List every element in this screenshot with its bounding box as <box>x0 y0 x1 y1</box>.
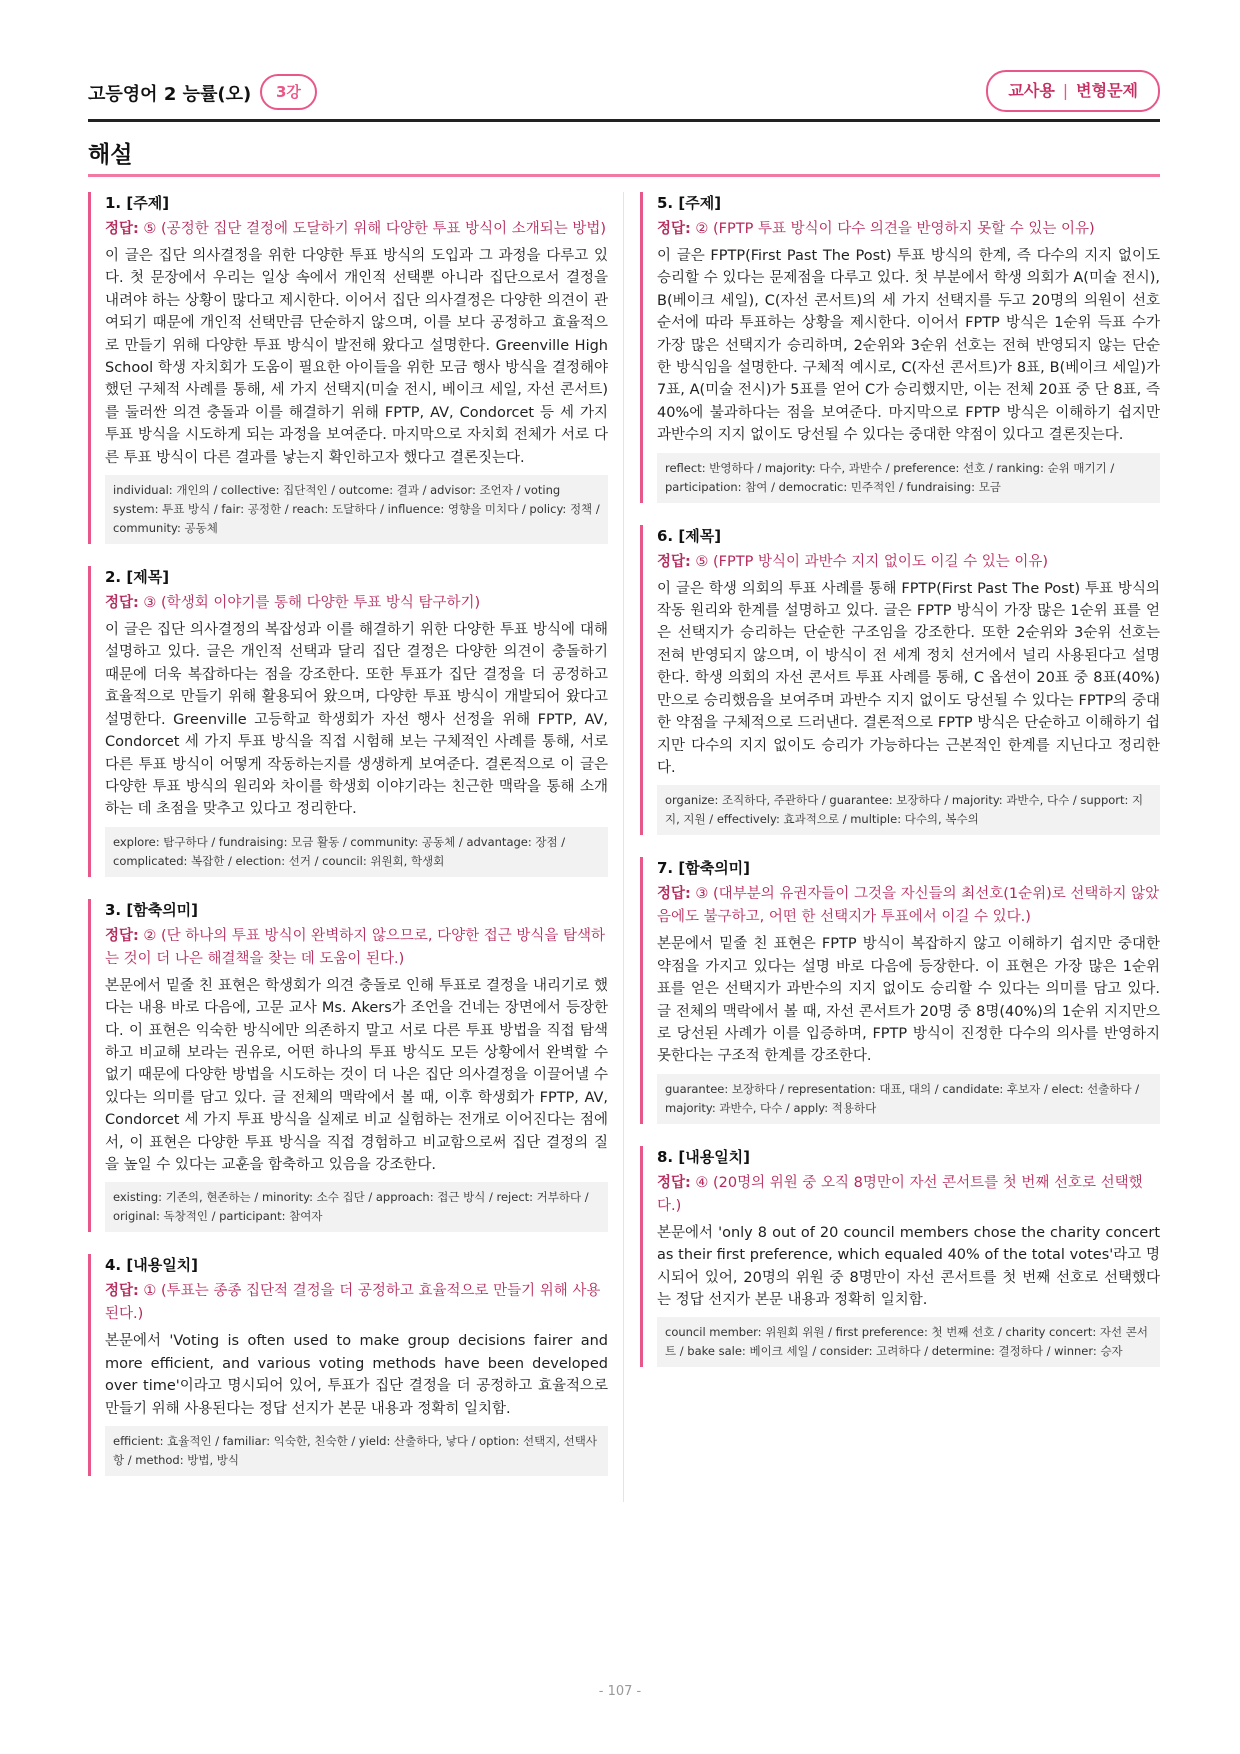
book-title: 고등영어 2 능률(오) <box>88 84 252 105</box>
explanation-text: 본문에서 밑줄 친 표현은 FPTP 방식이 복잡하지 않고 이해하기 쉽지만 중대한 약점을 가지고 있다는 설명 바로 다음에 등장한다. 이 표현은 가장 많은 1순위 표를 얻은 선택지가 과반수의 지지 없이도 승리할 수 있다는 의미를 담고 있다. 글 전체의 맥락에서 볼 때, 자선 콘서트가 20명 중 8명(40%)의 1순위 지지만으로 당선된 사례가 이를 입증하며, FPTP 방식이 진정한 다수의 의사를 반영하지 못한다는 구조적 한계를 강조한다. <box>657 936 1160 1065</box>
lesson-badge: 3강 <box>260 74 317 110</box>
type-badge <box>986 70 1160 112</box>
vocab-box: reflect: 반영하다 / majority: 다수, 과반수 / preference: 선호 / ranking: 순위 매기기 / participation: 참여 / democratic: 민주적인 / fundraising: 모금 <box>657 453 1160 503</box>
vocab-box: existing: 기존의, 현존하는 / minority: 소수 집단 / approach: 접근 방식 / reject: 거부하다 / original: 독창적인 / participant: 참여자 <box>105 1182 608 1232</box>
vocab-box: organize: 조직하다, 주관하다 / guarantee: 보장하다 / majority: 과반수, 다수 / support: 지지, 지원 / effectively: 효과적으로 / multiple: 다수의, 복수의 <box>657 785 1160 835</box>
answer-line <box>657 218 1160 241</box>
answer-label: 정답: <box>657 221 691 237</box>
explanation-text: 이 글은 집단 의사결정을 위한 다양한 투표 방식의 도입과 그 과정을 다루고 있다. 첫 문장에서 우리는 일상 속에서 개인적 선택뿐 아니라 집단으로서 결정을 내려야 하는 상황이 많다고 제시한다. 이어서 집단 의사결정은 다양한 의견이 관여되기 때문에 개인적 선택만큼 단순하지 않으며, 이를 보다 공정하고 효율적으로 만들기 위해 다양한 투표 방식이 발전해 왔다고 설명한다. Greenville High School 학생 자치회가 도움이 필요한 아이들을 위한 모금 행사 방식을 결정해야 했던 구체적 사례를 통해, 세 가지 선택지(미술 전시, 베이크 세일, 자선 콘서트)를 둘러싼 의견 충돌과 이를 해결하기 위해 FPTP, AV, Condorcet 등 세 가지 투표 방식을 시도하게 되는 과정을 보여준다. 마지막으로 자치회 전체가 서로 다른 투표 방식이 다른 결과를 낳는지 확인하고자 했다고 결론짓는다. <box>105 248 608 466</box>
vocab-box: explore: 탐구하다 / fundraising: 모금 활동 / community: 공동체 / advantage: 장점 / complicated: 복잡한 / election: 선거 / council: 위원회, 학생회 <box>105 827 608 877</box>
question-block <box>88 566 608 877</box>
question-block <box>640 525 1160 836</box>
answer-line <box>105 925 608 971</box>
page-number: - 107 - <box>598 1684 642 1699</box>
vocab-box: efficient: 효율적인 / familiar: 익숙한, 친숙한 / yield: 산출하다, 낳다 / option: 선택지, 선택사항 / method: 방법, 방식 <box>105 1426 608 1476</box>
question-title: 8. [내용일치] <box>657 1147 751 1166</box>
answer-text: ② (단 하나의 투표 방식이 완벽하지 않으므로, 다양한 접근 방식을 탐색하는 것이 더 나은 해결책을 찾는 데 도움이 된다.) <box>105 927 605 967</box>
answer-text: ⑤ (공정한 집단 결정에 도달하기 위해 다양한 투표 방식이 소개되는 방법) <box>143 221 607 237</box>
question-title: 5. [주제] <box>657 194 722 212</box>
answer-label: 정답: <box>657 886 691 903</box>
answer-line <box>657 883 1160 929</box>
explanation-text: 이 글은 학생 의회의 투표 사례를 통해 FPTP(First Past The Post) 투표 방식의 작동 원리와 한계를 설명하고 있다. 글은 FPTP 방식이 가장 많은 1순위 표를 얻은 선택지가 승리하는 단순한 구조임을 강조한다. 또한 2순위와 3순위 선호는 전혀 반영되지 않으며, 이 방식이 전 세계 정치 선거에서 널리 사용된다고 설명한다. 학생 의회의 자선 콘서트 투표 사례를 통해, C 옵션이 20표 중 8표(40%)만으로 승리했음을 보여주며 과반수 지지 없이도 당선될 수 있다는 FPTP의 중대한 약점을 구체적으로 드러낸다. 결론적으로 FPTP 방식은 단순하고 이해하기 쉽지만 다수의 지지 없이도 승리가 가능하다는 근본적인 한계를 지닌다고 정리한다. <box>657 580 1160 776</box>
answer-label: 정답: <box>657 553 691 570</box>
answer-text: ⑤ (FPTP 방식이 과반수 지지 없이도 이길 수 있는 이유) <box>695 553 1049 570</box>
answer-text: ① (투표는 종종 집단적 결정을 더 공정하고 효율적으로 만들기 위해 사용된다.) <box>105 1283 601 1323</box>
question-title: 7. [함축의미] <box>657 859 751 878</box>
question-title: 2. [제목] <box>105 568 170 587</box>
answer-text: ③ (대부분의 유권자들이 그것을 자신들의 최선호(1순위)로 선택하지 않았음에도 불구하고, 어떤 한 선택지가 투표에서 이길 수 있다.) <box>657 886 1160 926</box>
explanation-text: 본문에서 'Voting is often used to make group decisions fairer and more efficient, and various voting methods have been developed over time'이라고 명시되어 있어, 투표가 집단 결정을 더 공정하고 효율적으로 만들기 위해 사용된다는 정답 선지가 본문 내용과 정확히 일치함. <box>105 1333 608 1417</box>
header-rule <box>88 119 1160 122</box>
badge-separator: | <box>1062 81 1069 100</box>
answer-line <box>657 1172 1160 1218</box>
section-rule <box>88 174 1160 177</box>
vocab-box: individual: 개인의 / collective: 집단적인 / outcome: 결과 / advisor: 조언자 / voting system: 투표 방식 / fair: 공정한 / reach: 도달하다 / influence: 영향을 미치다 / policy: 정책 / community: 공동체 <box>105 475 608 544</box>
answer-line <box>105 1280 608 1326</box>
question-block <box>640 857 1160 1123</box>
section-title: 해설 <box>88 142 133 168</box>
answer-line <box>657 551 1160 574</box>
vocab-box: guarantee: 보장하다 / representation: 대표, 대의 / candidate: 후보자 / elect: 선출하다 / majority: 과반수, 다수 / apply: 적용하다 <box>657 1074 1160 1124</box>
question-title: 1. [주제] <box>105 194 170 212</box>
explanation-text: 이 글은 집단 의사결정의 복잡성과 이를 해결하기 위한 다양한 투표 방식에 대해 설명하고 있다. 글은 개인적 선택과 달리 집단 결정은 다양한 의견이 충돌하기 때문에 더욱 복잡하다는 점을 강조한다. 또한 투표가 집단 결정을 더 공정하고 효율적으로 만들기 위해 활용되어 왔으며, 다양한 투표 방식이 개발되어 왔다고 설명한다. Greenville 고등학교 학생회가 자선 행사 선정을 위해 FPTP, AV, Condorcet 세 가지 투표 방식을 직접 시험해 보는 구체적인 사례를 통해, 서로 다른 투표 방식이 어떻게 작동하는지를 생생하게 보여준다. 결론적으로 이 글은 다양한 투표 방식의 원리와 차이를 학생회 이야기라는 친근한 맥락을 통해 소개하는 데 초점을 맞추고 있다고 정리한다. <box>105 622 608 818</box>
explanation-text: 본문에서 'only 8 out of 20 council members chose the charity concert as their first preference, which equaled 40% of the total votes'라고 명시되어 있어, 20명의 위원 중 8명만이 자선 콘서트를 첫 번째 선호로 선택했다는 정답 선지가 본문 내용과 정확히 일치함. <box>657 1224 1160 1308</box>
answer-label: 정답: <box>105 221 139 237</box>
audience-label: 교사용 <box>1008 81 1055 100</box>
answer-line <box>105 218 608 241</box>
explanation-text: 이 글은 FPTP(First Past The Post) 투표 방식의 한계, 즉 다수의 지지 없이도 승리할 수 있다는 문제점을 다루고 있다. 첫 부분에서 학생 의회가 A(미술 전시), B(베이크 세일), C(자선 콘서트)의 세 가지 선택지를 두고 20명의 의원이 선호 순서에 따라 투표하는 상황을 제시한다. 이어서 FPTP 방식은 1순위 득표 수가 가장 많은 선택지가 승리하며, 2순위와 3순위 선호는 전혀 반영되지 않는 단순한 방식임을 설명한다. 구체적 예시로, C(자선 콘서트)가 8표, B(베이크 세일)가 7표, A(미술 전시)가 5표를 얻어 C가 승리했지만, 이는 전체 20표 중 단 8표, 즉 40%에 불과하다는 점을 보여준다. 마지막으로 FPTP 방식은 이해하기 쉽지만 과반수의 지지 없이도 당선될 수 있다는 중대한 약점이 있다고 결론짓는다. <box>657 248 1160 444</box>
answer-label: 정답: <box>105 1283 139 1300</box>
question-block <box>640 1146 1160 1368</box>
left-column <box>88 192 608 1498</box>
question-title: 6. [제목] <box>657 526 722 545</box>
vocab-box: council member: 위원회 위원 / first preference: 첫 번째 선호 / charity concert: 자선 콘서트 / bake sale: 베이크 세일 / consider: 고려하다 / determine: 결정하다 / winner: 승자 <box>657 1317 1160 1367</box>
answer-text: ④ (20명의 위원 중 오직 8명만이 자선 콘서트를 첫 번째 선호로 선택했다.) <box>657 1174 1143 1214</box>
answer-text: ② (FPTP 투표 방식이 다수 의견을 반영하지 못할 수 있는 이유) <box>695 221 1095 237</box>
question-title: 4. [내용일치] <box>105 1256 199 1275</box>
answer-line <box>105 592 608 615</box>
type-label: 변형문제 <box>1076 81 1138 100</box>
question-block <box>88 899 608 1233</box>
answer-label: 정답: <box>105 927 139 944</box>
question-block <box>88 192 608 544</box>
question-block <box>88 1254 608 1476</box>
explanation-text: 본문에서 밑줄 친 표현은 학생회가 의견 충돌로 인해 투표로 결정을 내리기로 했다는 내용 바로 다음에, 고문 교사 Ms. Akers가 조언을 건네는 장면에서 등장한다. 이 표현은 익숙한 방식에만 의존하지 말고 서로 다른 투표 방법을 직접 탐색하고 비교해 보라는 권유로, 어떤 하나의 투표 방식도 모든 상황에서 완벽할 수 없기 때문에 다양한 방법을 시도하는 것이 더 나은 집단 의사결정을 이끌어낼 수 있다는 의미를 담고 있다. 글 전체의 맥락에서 볼 때, 이후 학생회가 FPTP, AV, Condorcet 세 가지 투표 방식을 실제로 비교 실험하는 전개로 이어진다는 점에서, 이 표현은 다양한 투표 방식을 직접 경험하고 비교함으로써 집단 결정의 질을 높일 수 있다는 교훈을 함축하고 있음을 강조한다. <box>105 977 608 1173</box>
question-block <box>640 192 1160 503</box>
answer-text: ③ (학생회 이야기를 통해 다양한 투표 방식 탐구하기) <box>143 595 481 612</box>
answer-label: 정답: <box>105 595 139 612</box>
right-column <box>640 192 1160 1389</box>
question-title: 3. [함축의미] <box>105 900 199 919</box>
answer-label: 정답: <box>657 1174 691 1191</box>
column-divider <box>623 192 624 1502</box>
page-header <box>88 64 1160 116</box>
